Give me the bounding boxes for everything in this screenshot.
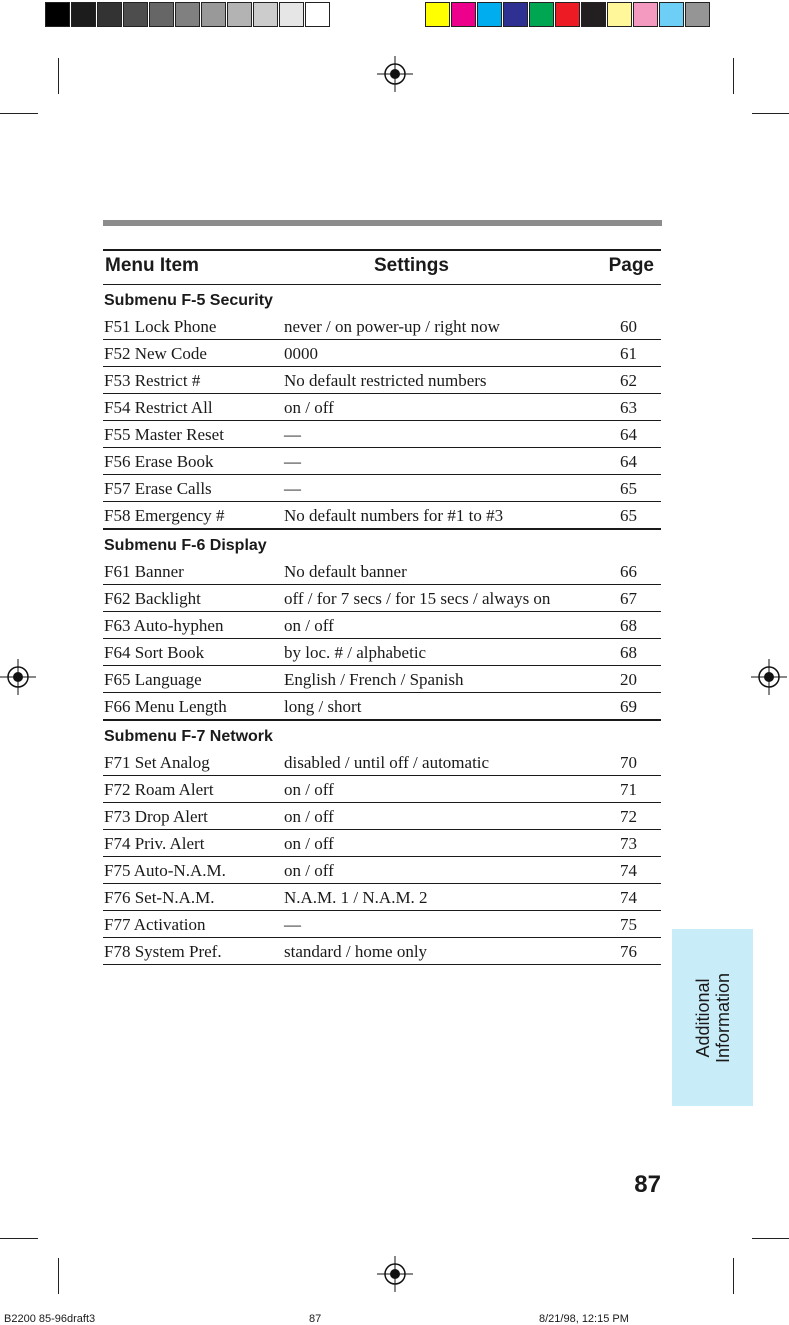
cell-menu-item: F63 Auto-hyphen <box>104 616 224 635</box>
color-swatch <box>503 2 528 27</box>
registration-mark-right <box>751 659 787 695</box>
cell-settings: by loc. # / alphabetic <box>284 643 427 662</box>
table-row <box>103 502 661 530</box>
registration-mark-bottom <box>377 1256 413 1292</box>
cell-settings: English / French / Spanish <box>284 670 464 689</box>
gray-swatch <box>175 2 200 27</box>
header-menu-item: Menu Item <box>105 255 199 276</box>
color-swatch <box>607 2 632 27</box>
gray-swatch <box>123 2 148 27</box>
cell-menu-item: F58 Emergency # <box>104 506 225 525</box>
cell-page: 65 <box>620 479 637 498</box>
table-row <box>103 639 661 666</box>
cell-menu-item: F78 System Pref. <box>104 942 222 961</box>
cell-settings: on / off <box>284 616 334 635</box>
gray-swatch <box>227 2 252 27</box>
gray-swatch <box>45 2 70 27</box>
section-title: Submenu F-6 Display <box>104 537 267 554</box>
table-row <box>103 421 661 448</box>
section-title: Submenu F-7 Network <box>104 728 273 745</box>
cell-page: 76 <box>620 942 637 961</box>
gray-swatch <box>97 2 122 27</box>
grayscale-calibration-bar <box>45 2 331 29</box>
section-heading <box>103 530 661 558</box>
cell-page: 75 <box>620 915 637 934</box>
table-row <box>103 666 661 693</box>
cell-settings: N.A.M. 1 / N.A.M. 2 <box>284 888 428 907</box>
cell-menu-item: F56 Erase Book <box>104 452 214 471</box>
color-swatch <box>529 2 554 27</box>
side-tab-line2: Information <box>712 972 733 1063</box>
gray-swatch <box>305 2 330 27</box>
crop-mark-bottom-right-h <box>752 1238 789 1239</box>
cell-settings: No default banner <box>284 562 407 581</box>
cell-settings: long / short <box>284 697 362 716</box>
cell-menu-item: F74 Priv. Alert <box>104 834 205 853</box>
cell-page: 61 <box>620 344 637 363</box>
cell-page: 70 <box>620 753 637 772</box>
slug-page: 87 <box>309 1313 322 1325</box>
section-title: Submenu F-5 Security <box>104 292 273 309</box>
cell-settings: — <box>284 915 301 934</box>
gray-swatch <box>253 2 278 27</box>
gray-swatch <box>149 2 174 27</box>
cell-settings: No default restricted numbers <box>284 371 487 390</box>
header-settings: Settings <box>374 255 449 276</box>
table-row <box>103 448 661 475</box>
table-row <box>103 776 661 803</box>
gray-swatch <box>71 2 96 27</box>
cell-settings: disabled / until off / automatic <box>284 753 490 772</box>
cell-menu-item: F52 New Code <box>104 344 207 363</box>
cell-settings: — <box>284 479 301 498</box>
cell-page: 72 <box>620 807 637 826</box>
table-row <box>103 612 661 639</box>
color-swatch <box>633 2 658 27</box>
table-row <box>103 749 661 776</box>
side-tab-line1: Additional <box>692 977 713 1058</box>
cell-page: 20 <box>620 670 637 689</box>
table-row <box>103 693 661 721</box>
section-heading <box>103 285 661 313</box>
cell-settings: on / off <box>284 807 334 826</box>
cell-menu-item: F71 Set Analog <box>104 753 210 772</box>
table-row <box>103 938 661 965</box>
color-swatch <box>659 2 684 27</box>
crop-mark-top-right-v <box>733 58 734 94</box>
cell-page: 71 <box>620 780 637 799</box>
cell-settings: on / off <box>284 861 334 880</box>
cell-menu-item: F62 Backlight <box>104 589 201 608</box>
table-row <box>103 911 661 938</box>
table-row <box>103 830 661 857</box>
cell-page: 65 <box>620 506 637 525</box>
table-row <box>103 394 661 421</box>
slug-date: 8/21/98, 12:15 PM <box>539 1313 629 1325</box>
cell-page: 73 <box>620 834 637 853</box>
color-swatch <box>425 2 450 27</box>
crop-mark-bottom-right-v <box>733 1258 734 1294</box>
cell-page: 69 <box>620 697 637 716</box>
cell-page: 66 <box>620 562 637 581</box>
color-calibration-bar <box>425 2 711 29</box>
cell-settings: 0000 <box>284 344 318 363</box>
cell-menu-item: F75 Auto-N.A.M. <box>104 861 226 880</box>
cell-menu-item: F51 Lock Phone <box>104 317 217 336</box>
cell-page: 68 <box>620 643 637 662</box>
cell-menu-item: F66 Menu Length <box>104 697 227 716</box>
crop-mark-top-left-v <box>58 58 59 94</box>
cell-menu-item: F61 Banner <box>104 562 184 581</box>
section-side-tab <box>672 929 753 1106</box>
color-swatch <box>581 2 606 27</box>
cell-page: 60 <box>620 317 637 336</box>
menu-settings-table <box>103 249 661 965</box>
crop-mark-bottom-left-v <box>58 1258 59 1294</box>
page-number: 87 <box>634 1171 661 1198</box>
gray-swatch <box>279 2 304 27</box>
cell-page: 64 <box>620 425 637 444</box>
table-row <box>103 884 661 911</box>
cell-settings: — <box>284 425 301 444</box>
cell-settings: on / off <box>284 398 334 417</box>
cell-settings: on / off <box>284 834 334 853</box>
cell-page: 74 <box>620 861 637 880</box>
color-swatch <box>685 2 710 27</box>
cell-page: 64 <box>620 452 637 471</box>
crop-mark-bottom-left-h <box>0 1238 38 1239</box>
cell-menu-item: F55 Master Reset <box>104 425 224 444</box>
cell-menu-item: F53 Restrict # <box>104 371 201 390</box>
registration-mark-left <box>0 659 36 695</box>
top-gray-rule <box>103 220 662 226</box>
cell-settings: never / on power-up / right now <box>284 317 500 336</box>
cell-settings: No default numbers for #1 to #3 <box>284 506 504 525</box>
side-tab-label <box>693 972 733 1062</box>
cell-menu-item: F57 Erase Calls <box>104 479 212 498</box>
gray-swatch <box>201 2 226 27</box>
crop-mark-top-right-h <box>752 113 789 114</box>
cell-menu-item: F65 Language <box>104 670 202 689</box>
table-row <box>103 367 661 394</box>
section-heading <box>103 721 661 749</box>
table-header <box>103 249 661 285</box>
cell-menu-item: F76 Set-N.A.M. <box>104 888 215 907</box>
cell-settings: standard / home only <box>284 942 428 961</box>
color-swatch <box>451 2 476 27</box>
registration-mark-top <box>377 56 413 92</box>
cell-settings: off / for 7 secs / for 15 secs / always on <box>284 589 551 608</box>
color-swatch <box>477 2 502 27</box>
table-row <box>103 313 661 340</box>
cell-menu-item: F72 Roam Alert <box>104 780 214 799</box>
cell-page: 62 <box>620 371 637 390</box>
crop-mark-top-left-h <box>0 113 38 114</box>
color-swatch <box>555 2 580 27</box>
cell-menu-item: F77 Activation <box>104 915 206 934</box>
table-row <box>103 558 661 585</box>
table-body <box>103 285 661 965</box>
cell-page: 68 <box>620 616 637 635</box>
table-row <box>103 857 661 884</box>
table-row <box>103 803 661 830</box>
slug-filename: B2200 85-96draft3 <box>4 1313 96 1325</box>
cell-settings: on / off <box>284 780 334 799</box>
cell-page: 67 <box>620 589 637 608</box>
cell-settings: — <box>284 452 301 471</box>
table-row <box>103 340 661 367</box>
table-row <box>103 585 661 612</box>
cell-menu-item: F73 Drop Alert <box>104 807 208 826</box>
cell-page: 63 <box>620 398 637 417</box>
cell-menu-item: F54 Restrict All <box>104 398 213 417</box>
header-page: Page <box>608 255 654 276</box>
cell-page: 74 <box>620 888 637 907</box>
table-row <box>103 475 661 502</box>
cell-menu-item: F64 Sort Book <box>104 643 205 662</box>
